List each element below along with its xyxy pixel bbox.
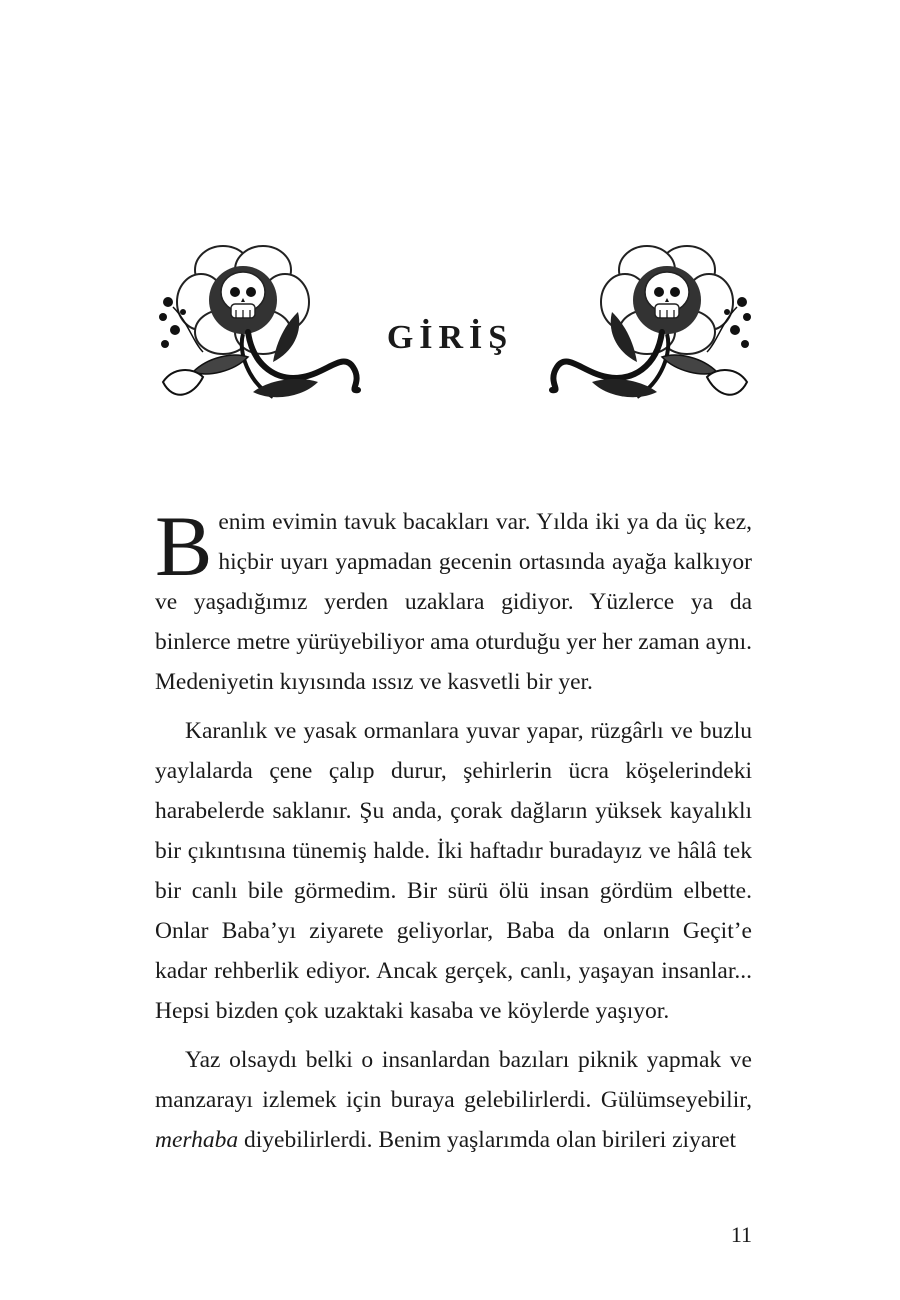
page-number: 11	[730, 1222, 752, 1247]
paragraph-1	[155, 498, 752, 702]
chapter-title: GİRİŞ	[386, 318, 514, 356]
paragraph-3	[155, 1040, 752, 1160]
skull-flower-ornament-icon	[537, 232, 757, 432]
paragraph-3-text-before: Yaz olsaydı belki o insanlardan bazıları piknik yapmak ve manzarayı izlemek için buraya gelebilirlerdi. Gülümseyebilir,	[155, 1047, 752, 1113]
paragraph-3-italic-word: merhaba	[155, 1127, 239, 1153]
paragraph-3-text-after: diyebilirlerdi. Benim yaşlarımda olan birileri ziyaret	[244, 1127, 737, 1153]
chapter-body	[155, 498, 752, 1160]
paragraph-2: Karanlık ve yasak ormanlara yuvar yapar, rüzgârlı ve buzlu yaylalarda çene çalıp durur, şehirlerin ücra köşelerindeki harabelerde saklanır. Şu anda, çorak dağların yüksek kayalıklı bir çıkıntısına tünemiş halde. İki haftadır buradayız ve hâlâ tek bir canlı bile görmedim. Bir sürü ölü insan gördüm elbette. Onlar Baba’yı ziyarete geliyorlar, Baba da onların Geçit’e kadar rehberlik ediyor. Ancak gerçek, canlı, yaşayan insanlar... Hepsi bizden çok uzaktaki kasaba ve köylerde yaşıyor.	[155, 718, 752, 1024]
paragraph-1-text: enim evimin tavuk bacakları var. Yılda iki ya da üç kez, hiçbir uyarı yapmadan gecenin ortasında ayağa kalkıyor ve yaşadığımız yerden uzaklara gidiyor. Yüzlerce ya da binlerce metre yürüyebiliyor ama oturduğu yer her zaman aynı. Medeniyetin kıyısında ıssız ve kasvetli bir yer.	[155, 509, 752, 695]
drop-cap: B	[155, 498, 213, 594]
